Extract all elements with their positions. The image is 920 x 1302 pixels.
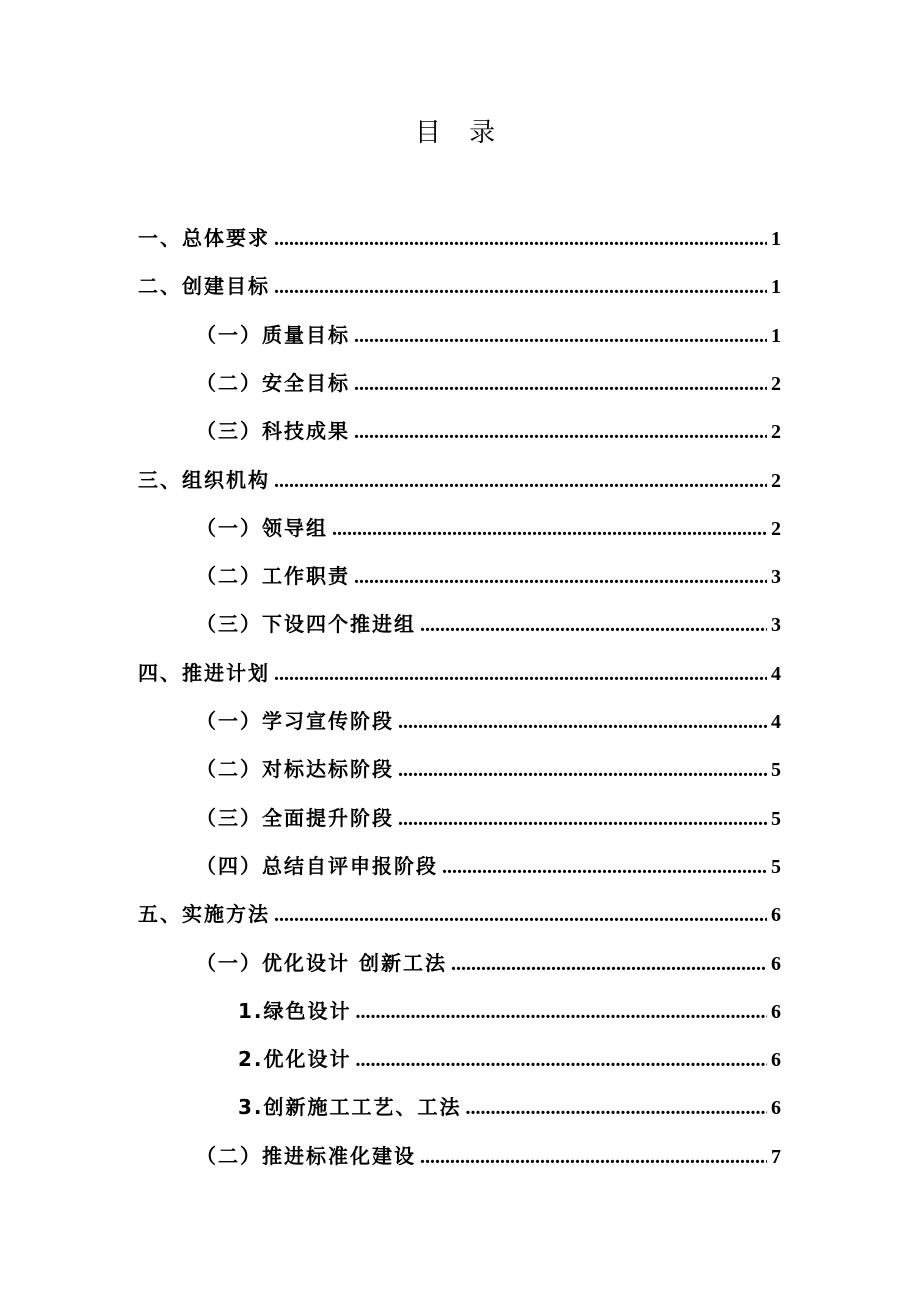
toc-entry-label: 1.绿色设计	[238, 998, 352, 1023]
dot-leader	[398, 808, 767, 831]
toc-entry[interactable]	[196, 319, 781, 349]
dot-leader	[274, 904, 767, 927]
toc-page-number: 2	[771, 372, 781, 395]
dot-leader	[420, 614, 767, 637]
toc-entry[interactable]	[138, 222, 781, 252]
dot-leader	[354, 421, 767, 444]
toc-page-number: 6	[771, 1000, 781, 1023]
toc-page-number: 6	[771, 904, 781, 927]
toc-entry-label: （三）下设四个推进组	[196, 612, 416, 637]
toc-entry-label: （一）领导组	[196, 515, 328, 540]
toc-entry[interactable]	[196, 850, 781, 880]
toc-page-number: 2	[771, 517, 781, 540]
toc-entry-label: 3.创新施工工艺、工法	[238, 1095, 462, 1120]
toc-entry-label: （二）工作职责	[196, 564, 350, 589]
toc-page-number: 5	[771, 759, 781, 782]
dot-leader	[466, 1097, 767, 1120]
toc-entry-label: （三）全面提升阶段	[196, 805, 394, 830]
toc-page-number: 5	[771, 855, 781, 878]
toc-entry-label: 三、组织机构	[138, 467, 270, 492]
dot-leader	[356, 1001, 767, 1024]
toc-entry-label: 五、实施方法	[138, 902, 270, 927]
toc-page-number: 2	[771, 469, 781, 492]
toc-page-number: 5	[771, 807, 781, 830]
dot-leader	[451, 953, 767, 976]
dot-leader	[398, 759, 767, 782]
toc-page-number: 6	[771, 1097, 781, 1120]
toc-entry[interactable]	[138, 270, 781, 300]
toc-entry[interactable]	[196, 367, 781, 397]
dot-leader	[332, 518, 767, 541]
toc-entry[interactable]	[238, 995, 781, 1025]
page-title: 目 录	[414, 118, 506, 148]
dot-leader	[354, 566, 767, 589]
toc-entry[interactable]	[138, 464, 781, 494]
toc-entry[interactable]	[196, 608, 781, 638]
toc-entry-label: （三）科技成果	[196, 419, 350, 444]
toc-page-number: 4	[771, 711, 781, 733]
toc-entry[interactable]	[196, 802, 781, 832]
toc-entry[interactable]	[138, 898, 781, 928]
toc-entry[interactable]	[196, 512, 781, 542]
toc-page-number: 7	[771, 1145, 781, 1168]
toc-entry-label: 2.优化设计	[238, 1047, 352, 1072]
toc-entry-label: （一）学习宣传阶段	[196, 709, 394, 733]
dot-leader	[420, 1146, 767, 1169]
toc-page-number: 3	[771, 614, 781, 637]
toc-page-number: 1	[771, 276, 781, 299]
toc-entry[interactable]	[196, 560, 781, 590]
toc-page-number: 3	[771, 566, 781, 589]
toc-entry-label: （二）推进标准化建设	[196, 1143, 416, 1168]
toc-entry-label: 一、总体要求	[138, 226, 270, 250]
toc-entry[interactable]	[138, 657, 781, 687]
toc-entry[interactable]	[196, 753, 781, 783]
toc-page-number: 1	[771, 228, 781, 250]
toc-page-number: 6	[771, 1049, 781, 1072]
toc-entry-label: 四、推进计划	[138, 660, 270, 685]
toc-entry[interactable]	[196, 1140, 781, 1170]
dot-leader	[274, 470, 767, 493]
dot-leader	[274, 228, 767, 251]
dot-leader	[274, 663, 767, 686]
toc-entry[interactable]	[196, 705, 781, 735]
toc-entry-label: （二）对标达标阶段	[196, 757, 394, 782]
toc-entry[interactable]	[196, 415, 781, 445]
toc-page-number: 2	[771, 421, 781, 444]
toc-entry-label: （一）优化设计 创新工法	[196, 950, 447, 975]
toc-entry-label: （四）总结自评申报阶段	[196, 853, 438, 878]
dot-leader	[354, 373, 767, 396]
dot-leader	[354, 325, 767, 348]
dot-leader	[398, 711, 767, 734]
toc-page-number: 6	[771, 952, 781, 975]
toc-page-number: 4	[771, 662, 781, 685]
dot-leader	[442, 856, 767, 879]
toc-entry[interactable]	[238, 1091, 781, 1121]
toc-entry-label: 二、创建目标	[138, 274, 270, 299]
toc-entry-label: （一）质量目标	[196, 322, 350, 347]
toc-entry-label: （二）安全目标	[196, 370, 350, 395]
dot-leader	[356, 1049, 767, 1072]
toc-entry[interactable]	[238, 1043, 781, 1073]
toc-page-number: 1	[771, 324, 781, 347]
toc-entry[interactable]	[196, 947, 781, 977]
dot-leader	[274, 276, 767, 299]
